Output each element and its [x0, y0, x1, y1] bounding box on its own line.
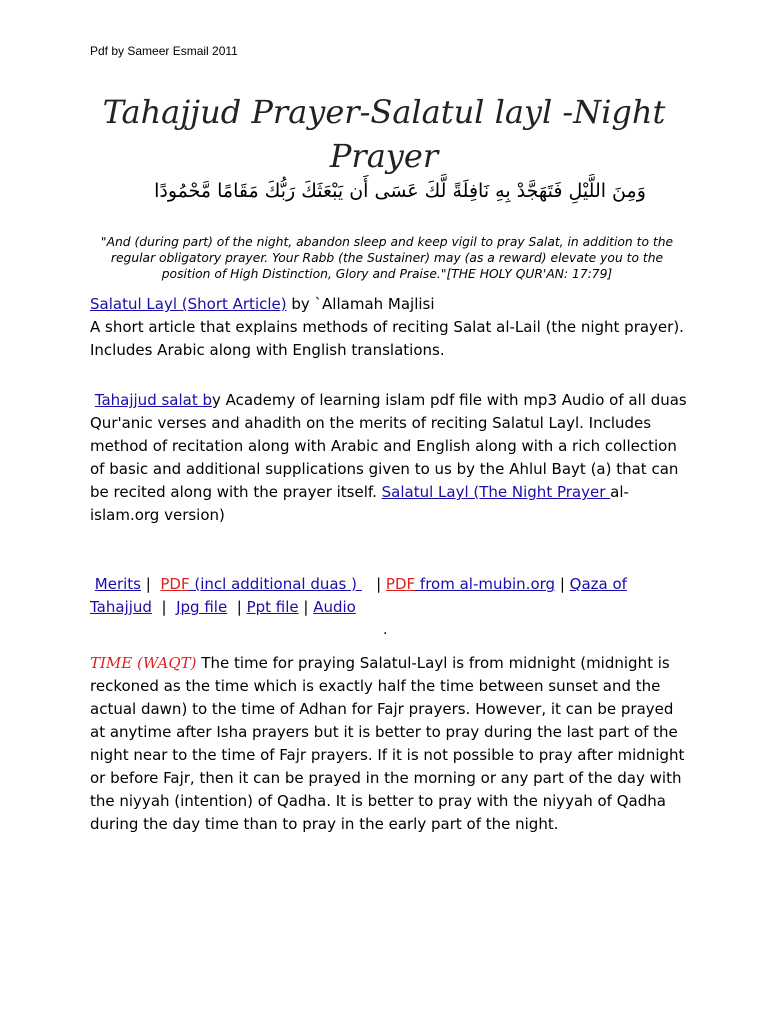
- author-text: by `Allamah Majlisi: [286, 295, 435, 313]
- section-short-article: [90, 293, 690, 362]
- qaza-of-tahajjud-link[interactable]: Qaza of Tahajjud: [90, 575, 627, 616]
- pdf-label: PDF: [385, 575, 416, 593]
- tahajjud-salat-text: y Academy of learning islam pdf file with mp3 Audio of all duas: [212, 391, 687, 409]
- separator: |: [371, 575, 386, 593]
- pdf-additional-duas-text: (incl additional duas ): [189, 575, 362, 593]
- night-prayer-link[interactable]: Salatul Layl (The Night Prayer: [381, 483, 611, 501]
- tahajjud-salat-link[interactable]: Tahajjud salat b: [94, 391, 213, 409]
- tahajjud-description: Qur'anic verses and ahadith on the merits of reciting Salatul Layl. Includes method of recitation along with Arabic and English along with a rich collection of basic and additional supplications given to us by the Ahlul Bayt (a) that can be recited along with the prayer itself.: [90, 414, 679, 501]
- separator: |: [156, 598, 172, 616]
- arabic-verse: وَمِنَ اللَّيْلِ فَتَهَجَّدْ بِهِ نَافِلَةً لَّكَ عَسَى أَن يَبْعَثَكَ رَبُّكَ مَقَامًا مَّحْمُودًا: [154, 180, 646, 202]
- separator: |: [555, 575, 570, 593]
- verse-translation: "And (during part) of the night, abandon sleep and keep vigil to pray Salat, in addition to the regular obligatory prayer. Your Rabb (the Sustainer) may (as a reward) elevate you to the position of High Distinction, Glory and Praise."[THE HOLY QUR'AN: 17:79]: [100, 235, 674, 281]
- page-header: Pdf by Sameer Esmail 2011: [90, 44, 238, 58]
- ppt-file-link[interactable]: Ppt file: [246, 598, 299, 616]
- pdf-additional-duas-link[interactable]: [160, 575, 361, 593]
- pdf-label: PDF: [160, 575, 190, 593]
- time-description: The time for praying Salatul-Layl is from midnight (midnight is reckoned as the time which is exactly half the time between sunset and the actual dawn) to the time of Adhan for Fajr prayers. However, it can be prayed at anytime after Isha prayers but it is better to pray during the last part of the night near to the time of Fajr prayers. If it is not possible to pray after midnight or before Fajr, then it can be prayed in the morning or any part of the day with the niyyah (intention) of Qadha. It is better to pray with the niyyah of Qadha during the day time than to pray in the early part of the night.: [90, 654, 685, 833]
- al-islam-version-text: al-islam.org version): [90, 483, 629, 524]
- resource-links: [90, 573, 690, 619]
- section-time: [90, 652, 690, 836]
- salatul-layl-short-article-link[interactable]: Salatul Layl (Short Article): [90, 295, 287, 313]
- jpg-file-link[interactable]: Jpg file: [176, 598, 228, 616]
- page-title: Tahajjud Prayer-Salatul layl -Night Prayer: [102, 93, 666, 175]
- audio-link[interactable]: Audio: [313, 598, 356, 616]
- merits-link[interactable]: Merits: [94, 575, 141, 593]
- dot-mark: .: [383, 622, 388, 638]
- pdf-al-mubin-link[interactable]: [386, 575, 555, 593]
- separator: |: [298, 598, 314, 616]
- short-article-description: A short article that explains methods of reciting Salat al-Lail (the night prayer). Includes Arabic along with English translations.: [90, 318, 684, 359]
- pdf-al-mubin-text: from al-mubin.org: [415, 575, 556, 593]
- separator: |: [231, 598, 247, 616]
- section-tahajjud-salat: [90, 389, 690, 527]
- separator: |: [140, 575, 156, 593]
- time-waqt-heading: TIME (WAQT): [90, 654, 197, 672]
